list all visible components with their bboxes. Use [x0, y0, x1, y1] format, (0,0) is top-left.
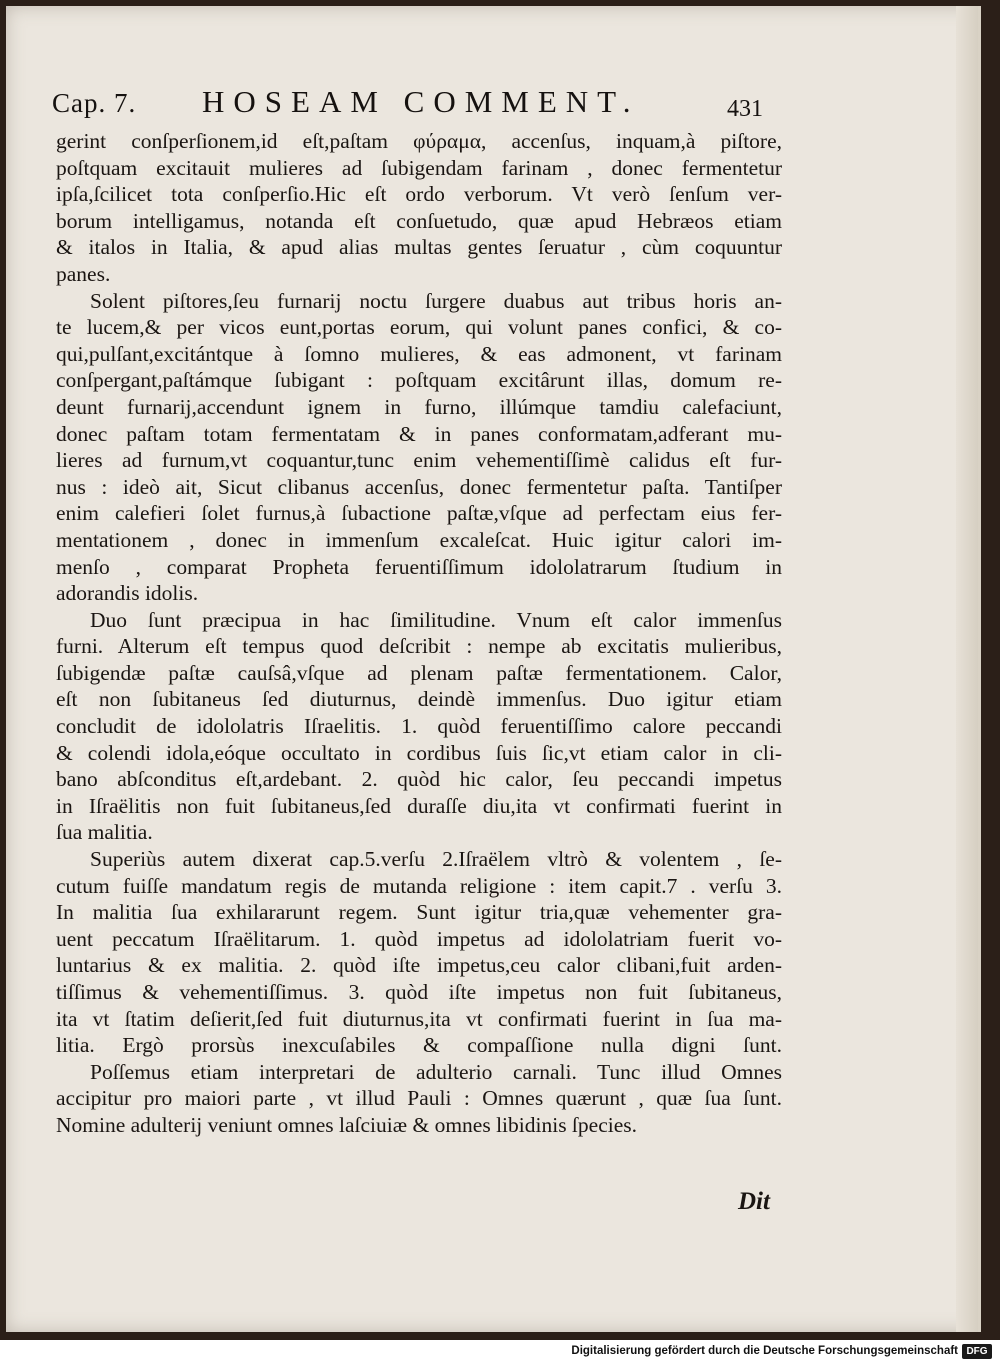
text-line: luntarius & ex malitia. 2. quòd iſte impetus,ceu calor clibani,fuit arden-: [56, 953, 782, 978]
text-line: Poſſemus etiam interpretari de adulterio carnali. Tunc illud Omnes: [90, 1059, 782, 1084]
text-line: poſtquam excitauit mulieres ad ſubigendam farinam , donec fermentetur: [56, 155, 782, 180]
text-line: deunt furnarij,accendunt ignem in furno, illúmque tamdiu calefaciunt,: [56, 394, 782, 419]
text-line: eſt non ſubitaneus ſed diuturnus, deindè immenſus. Duo igitur etiam: [56, 687, 782, 712]
text-line: adorandis idolis.: [56, 581, 199, 606]
text-line: panes.: [56, 261, 111, 286]
text-line: ſubigendæ paſtæ cauſsâ,vſque ad plenam paſtæ fermentationem. Calor,: [56, 660, 782, 685]
chapter-label: Cap. 7.: [52, 88, 137, 118]
dfg-logo-icon[interactable]: DFG: [962, 1344, 992, 1359]
text-line: gerint conſperſionem,id eſt,paſtam φύραμα, accenſus, inquam,à piſtore,: [56, 129, 782, 153]
text-line: ipſa,ſcilicet tota conſperſio.Hic eſt ordo verborum. Vt verò ſenſum ver-: [56, 182, 782, 207]
running-header: [52, 84, 772, 124]
text-line: Superiùs autem dixerat cap.5.verſu 2.Iſraëlem vltrò & volentem , ſe-: [90, 847, 782, 872]
running-title: HOSEAM COMMENT.: [202, 84, 640, 119]
text-line: qui,pulſant,excitántque à ſomno mulieres, & eas admonent, vt farinam: [56, 341, 782, 366]
page-number: 431: [727, 96, 763, 122]
text-line: menſo , comparat Propheta feruentiſſimum idololatrarum ſtudium in: [56, 554, 782, 579]
text-line: & colendi idola,eóque occultato in cordibus ſuis ſic,vt etiam calor in cli-: [56, 740, 782, 765]
text-line: in Iſraëlitis non fuit ſubitaneus,ſed duraſſe diu,ita vt confirmati fuerint in: [56, 793, 782, 818]
text-line: borum intelligamus, notanda eſt conſuetudo, quæ apud Hebræos etiam: [56, 208, 782, 233]
text-line: te lucem,& per vicos eunt,portas eorum, qui volunt panes confici, & co-: [56, 315, 782, 340]
text-line: In malitia ſua exhilararunt regem. Sunt igitur tria,quæ vehementer gra-: [56, 900, 782, 925]
text-line: Solent piſtores,ſeu furnarij noctu ſurgere duabus aut tribus horis an-: [90, 288, 782, 313]
text-line: nus : ideò ait, Sicut clibanus accenſus, donec fermentetur paſta. Tantiſper: [56, 474, 782, 499]
catchword: Dit: [738, 1188, 770, 1215]
text-line: donec paſtam totam fermentatam & in panes conformatam,adferant mu-: [56, 421, 782, 446]
text-line: lieres ad furnum,vt coquantur,tunc enim vehementiſſimè calidus eſt fur-: [56, 448, 782, 473]
body-text: [56, 128, 782, 1139]
text-line: & italos in Italia, & apud alias multas gentes ſeruatur , cùm coquuntur: [56, 235, 782, 260]
text-line: mentationem , donec in immenſum excaleſcat. Huic igitur calori im-: [56, 527, 782, 552]
text-line: uent peccatum Iſraëlitarum. 1. quòd impetus ad idololatriam fuerit vo-: [56, 926, 782, 951]
text-line: litia. Ergò prorsùs inexcuſabiles & compaſſione nulla digni ſunt.: [56, 1033, 782, 1058]
text-line: ita vt ſtatim deſierit,ſed fuit diuturnus,ita vt confirmati fuerint in ſua ma-: [56, 1006, 782, 1031]
footer-credit: Digitalisierung gefördert durch die Deutsche Forschungsgemeinschaft: [571, 1345, 958, 1357]
text-line: ſua malitia.: [56, 820, 153, 845]
text-line: enim calefieri ſolet furnus,à ſubactione paſtæ,vſque ad perfectam eius fer-: [56, 501, 782, 526]
text-line: cutum fuiſſe mandatum regis de mutanda religione : item capit.7 . verſu 3.: [56, 873, 782, 898]
text-line: Nomine adulterij veniunt omnes laſciuiæ & omnes libidinis ſpecies.: [56, 1112, 638, 1137]
text-line: tiſſimus & vehementiſſimus. 3. quòd iſte impetus non fuit ſubitaneus,: [56, 980, 782, 1004]
footer-bar: [0, 1340, 1000, 1364]
text-line: concludit de idololatris Iſraelitis. 1. quòd feruentiſſimo calore peccandi: [56, 714, 782, 739]
text-line: conſpergant,paſtámque ſubigant : poſtquam excitârunt illas, domum re-: [56, 368, 782, 393]
text-line: Duo ſunt præcipua in hac ſimilitudine. Vnum eſt calor immenſus: [90, 607, 782, 632]
text-line: bano abſconditus eſt,ardebant. 2. quòd hic calor, ſeu peccandi impetus: [56, 767, 782, 792]
text-line: accipitur pro maiori parte , vt illud Pauli : Omnes quærunt , quæ ſua ſunt.: [56, 1086, 782, 1111]
page-edge: [956, 6, 978, 1332]
text-line: furni. Alterum eſt tempus quod deſcribit : nempe ab excitatis mulieribus,: [56, 634, 782, 659]
